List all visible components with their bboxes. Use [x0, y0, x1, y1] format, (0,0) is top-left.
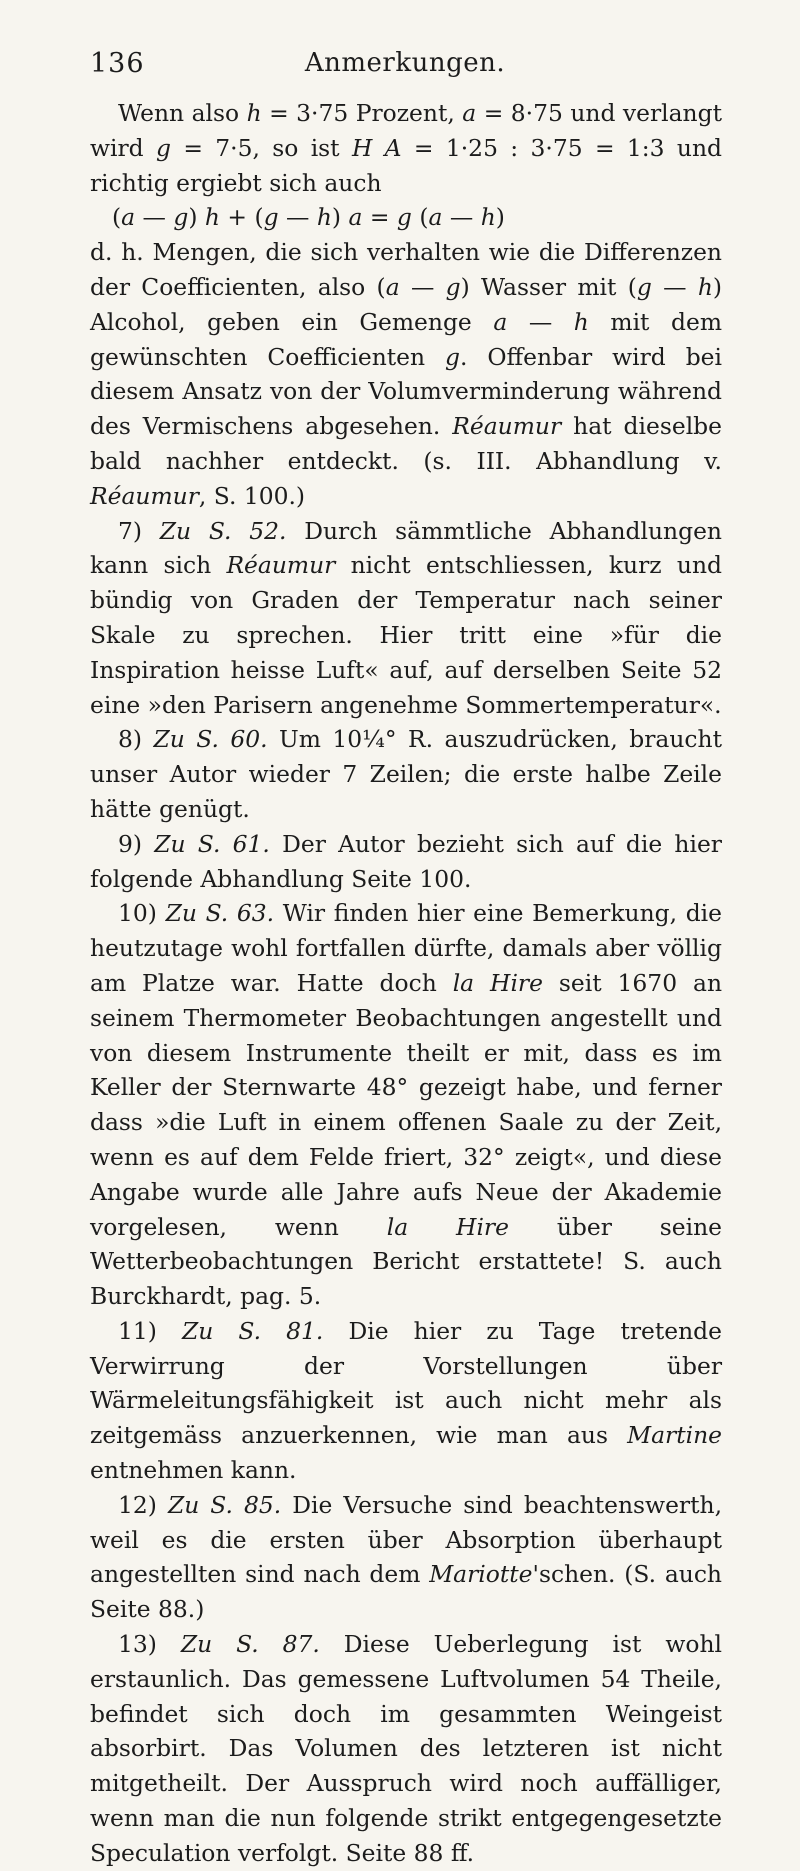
italic-run: a — [462, 99, 477, 127]
italic-run: h — [204, 203, 220, 232]
note-12: 12) Zu S. 85. Die Versuche sind beachtenswerth, weil es die ersten über Absorption überhaupt angestellten sind nach dem Mariotte'schen. (S. auch Seite 88.) — [90, 1490, 722, 1624]
italic-run: Mariotte — [429, 1560, 533, 1589]
running-title: Anmerkungen. — [304, 48, 506, 78]
italic-run: h — [480, 203, 496, 232]
italic-run: Zu S. 60. — [153, 725, 268, 754]
italic-run: g — [263, 203, 279, 232]
italic-run: h — [316, 203, 332, 232]
italic-run: a — [385, 272, 400, 301]
italic-run: Zu S. 85. — [167, 1490, 282, 1519]
note-13: 13) Zu S. 87. Diese Ueberlegung ist wohl erstaunlich. Das gemessene Luftvolumen 54 Theile, befindet sich doch im gesammten Weingeist absorbirt. Das Volumen des letzteren ist nicht mitgetheilt. Der Ausspruch wird noch auffälliger, wenn man die nun folgende strikt entgegengesetzte Speculation verfolgt. Seite 88 ff. — [90, 1630, 722, 1867]
italic-run: a — [348, 203, 363, 232]
italic-run: g — [173, 203, 189, 232]
italic-run: a — [121, 203, 136, 232]
italic-run: g — [445, 272, 461, 301]
italic-run: h — [697, 272, 713, 301]
italic-run: Zu S. 63. — [165, 899, 275, 928]
italic-run: Réaumur — [90, 481, 199, 510]
note-8: 8) Zu S. 60. Um 10¼° R. auszudrücken, braucht unser Autor wieder 7 Zeilen; die erste halbe Zeile hätte genügt. — [90, 725, 722, 823]
italic-run: Réaumur — [452, 412, 562, 441]
italic-run: Zu S. 61. — [154, 829, 270, 858]
italic-run: H A — [351, 133, 402, 162]
note-9: 9) Zu S. 61. Der Autor bezieht sich auf die hier folgende Abhandlung Seite 100. — [90, 829, 722, 893]
italic-run: h — [246, 99, 262, 127]
page-number: 136 — [90, 48, 145, 79]
page-header — [90, 48, 720, 88]
note-10: 10) Zu S. 63. Wir finden hier eine Bemerkung, die heutzutage wohl fortfallen dürfte, damals aber völlig am Platze war. Hatte doch la Hire seit 1670 an seinem Thermometer Beobachtungen angestellt und von diesem Instrumente theilt er mit, dass es im Keller der Sternwarte 48° gezeigt habe, und ferner dass »die Luft in einem offenen Saale zu der Zeit, wenn es auf dem Felde friert, 32° zeigt«, und diese Angabe wurde alle Jahre aufs Neue der Akademie vorgelesen, wenn la Hire über seine Wetterbeobachtungen Bericht erstattete! S. auch Burckhardt, pag. 5. — [90, 899, 723, 1311]
italic-run: la Hire — [452, 968, 543, 997]
italic-run: g — [156, 133, 171, 162]
note-11: 11) Zu S. 81. Die hier zu Tage tretende Verwirrung der Vorstellungen über Wärmeleitungsfähigkeit ist auch nicht mehr als zeitgemäss anzuerkennen, wie man aus Martine entnehmen kann. — [90, 1316, 723, 1485]
italic-run: a — [493, 307, 508, 336]
italic-run: Zu S. 81. — [182, 1316, 324, 1345]
equation: (a — g) h + (g — h) a = g (a — h) — [112, 203, 505, 232]
italic-run: Zu S. 52. — [159, 516, 287, 545]
italic-run: h — [573, 307, 589, 336]
italic-run: a — [428, 203, 443, 232]
italic-run: g — [396, 203, 412, 232]
paragraph-explanation: d. h. Mengen, die sich verhalten wie die Differenzen der Coefficienten, also (a — g) Wasser mit (g — h) Alcohol, geben ein Gemenge a — h mit dem gewünschten Coefficienten g. Offenbar wird bei diesem Ansatz von der Volumverminderung während des Vermischens abgesehen. Réaumur hat dieselbe bald nachher entdeckt. (s. III. Abhandlung v. Réaumur, S. 100.) — [90, 238, 723, 510]
italic-run: la Hire — [386, 1212, 509, 1241]
italic-run: Zu S. 87. — [180, 1630, 320, 1659]
italic-run: Réaumur — [226, 551, 336, 580]
italic-run: Martine — [627, 1421, 722, 1450]
paragraph-intro: Wenn also h = 3·75 Prozent, a = 8·75 und verlangt wird g = 7·5, so ist H A = 1·25 : 3·75 = 1:3 und richtig ergiebt sich auch — [90, 99, 722, 197]
italic-run: g — [636, 272, 652, 301]
italic-run: g — [445, 342, 461, 371]
note-7: 7) Zu S. 52. Durch sämmtliche Abhandlungen kann sich Réaumur nicht entschliessen, kurz und bündig von Graden der Temperatur nach seiner Skale zu sprechen. Hier tritt eine »für die Inspiration heisse Luft« auf, auf derselben Seite 52 eine »den Parisern angenehme Sommertemperatur«. — [90, 516, 722, 719]
body-text — [90, 96, 722, 1871]
